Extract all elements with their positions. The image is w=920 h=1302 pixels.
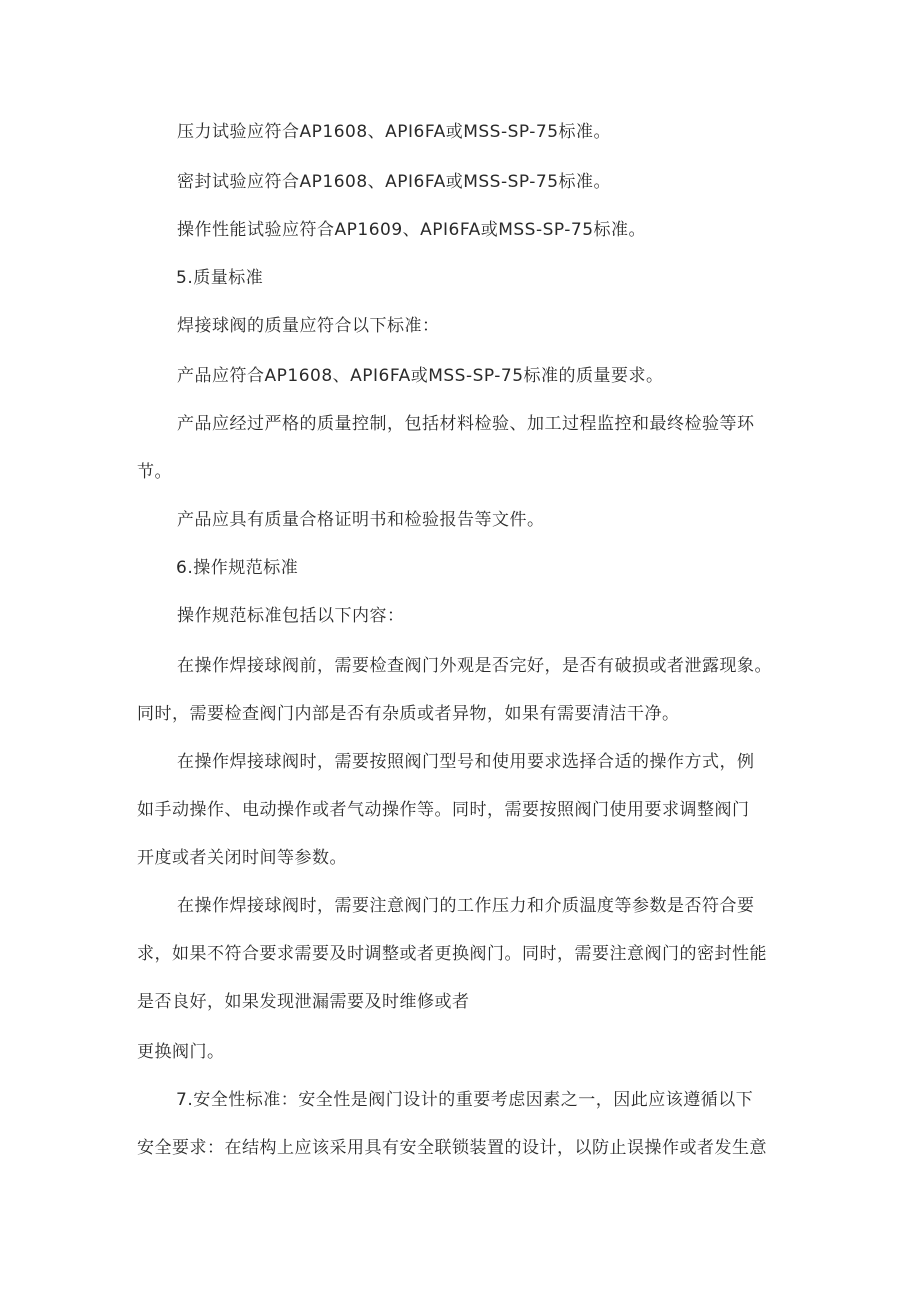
paragraph-operation-test: 操作性能试验应符合AP1609、API6FA或MSS-SP-75标准。: [177, 220, 647, 240]
paragraph-parameters-line-1: 在操作焊接球阀时，需要注意阀门的工作压力和介质温度等参数是否符合要: [177, 896, 755, 916]
paragraph-safety-line-2: 安全要求：在结构上应该采用具有安全联锁装置的设计，以防止误操作或者发生意: [137, 1138, 767, 1158]
paragraph-operating-mode-line-1: 在操作焊接球阀时，需要按照阀门型号和使用要求选择合适的操作方式，例: [177, 752, 755, 772]
paragraph-parameters-line-3: 是否良好，如果发现泄漏需要及时维修或者: [137, 992, 470, 1012]
paragraph-quality-standard: 产品应符合AP1608、API6FA或MSS-SP-75标准的质量要求。: [177, 366, 664, 386]
paragraph-quality-intro: 焊接球阀的质量应符合以下标准：: [177, 316, 440, 336]
paragraph-quality-control-line-1: 产品应经过严格的质量控制，包括材料检验、加工过程监控和最终检验等环: [177, 414, 755, 434]
paragraph-pre-check-line-2: 同时，需要检查阀门内部是否有杂质或者异物，如果有需要清洁干净。: [137, 704, 680, 724]
paragraph-seal-test: 密封试验应符合AP1608、API6FA或MSS-SP-75标准。: [177, 172, 612, 192]
paragraph-safety-line-1: 7.安全性标准：安全性是阀门设计的重要考虑因素之一，因此应该遵循以下: [176, 1090, 754, 1110]
paragraph-quality-control-line-2: 节。: [137, 462, 172, 482]
paragraph-operation-intro: 操作规范标准包括以下内容：: [177, 606, 405, 626]
paragraph-operating-mode-line-3: 开度或者关闭时间等参数。: [137, 848, 347, 868]
paragraph-pre-check-line-1: 在操作焊接球阀前，需要检查阀门外观是否完好，是否有破损或者泄露现象。: [177, 656, 772, 676]
paragraph-pressure-test: 压力试验应符合AP1608、API6FA或MSS-SP-75标准。: [177, 122, 612, 142]
section-heading-quality: 5.质量标准: [176, 268, 264, 288]
paragraph-quality-certificate: 产品应具有质量合格证明书和检验报告等文件。: [177, 510, 545, 530]
paragraph-operating-mode-line-2: 如手动操作、电动操作或者气动操作等。同时，需要按照阀门使用要求调整阀门: [137, 800, 750, 820]
section-heading-operation: 6.操作规范标准: [176, 558, 299, 578]
paragraph-parameters-line-2: 求，如果不符合要求需要及时调整或者更换阀门。同时，需要注意阀门的密封性能: [137, 944, 767, 964]
paragraph-parameters-line-4: 更换阀门。: [137, 1042, 225, 1062]
